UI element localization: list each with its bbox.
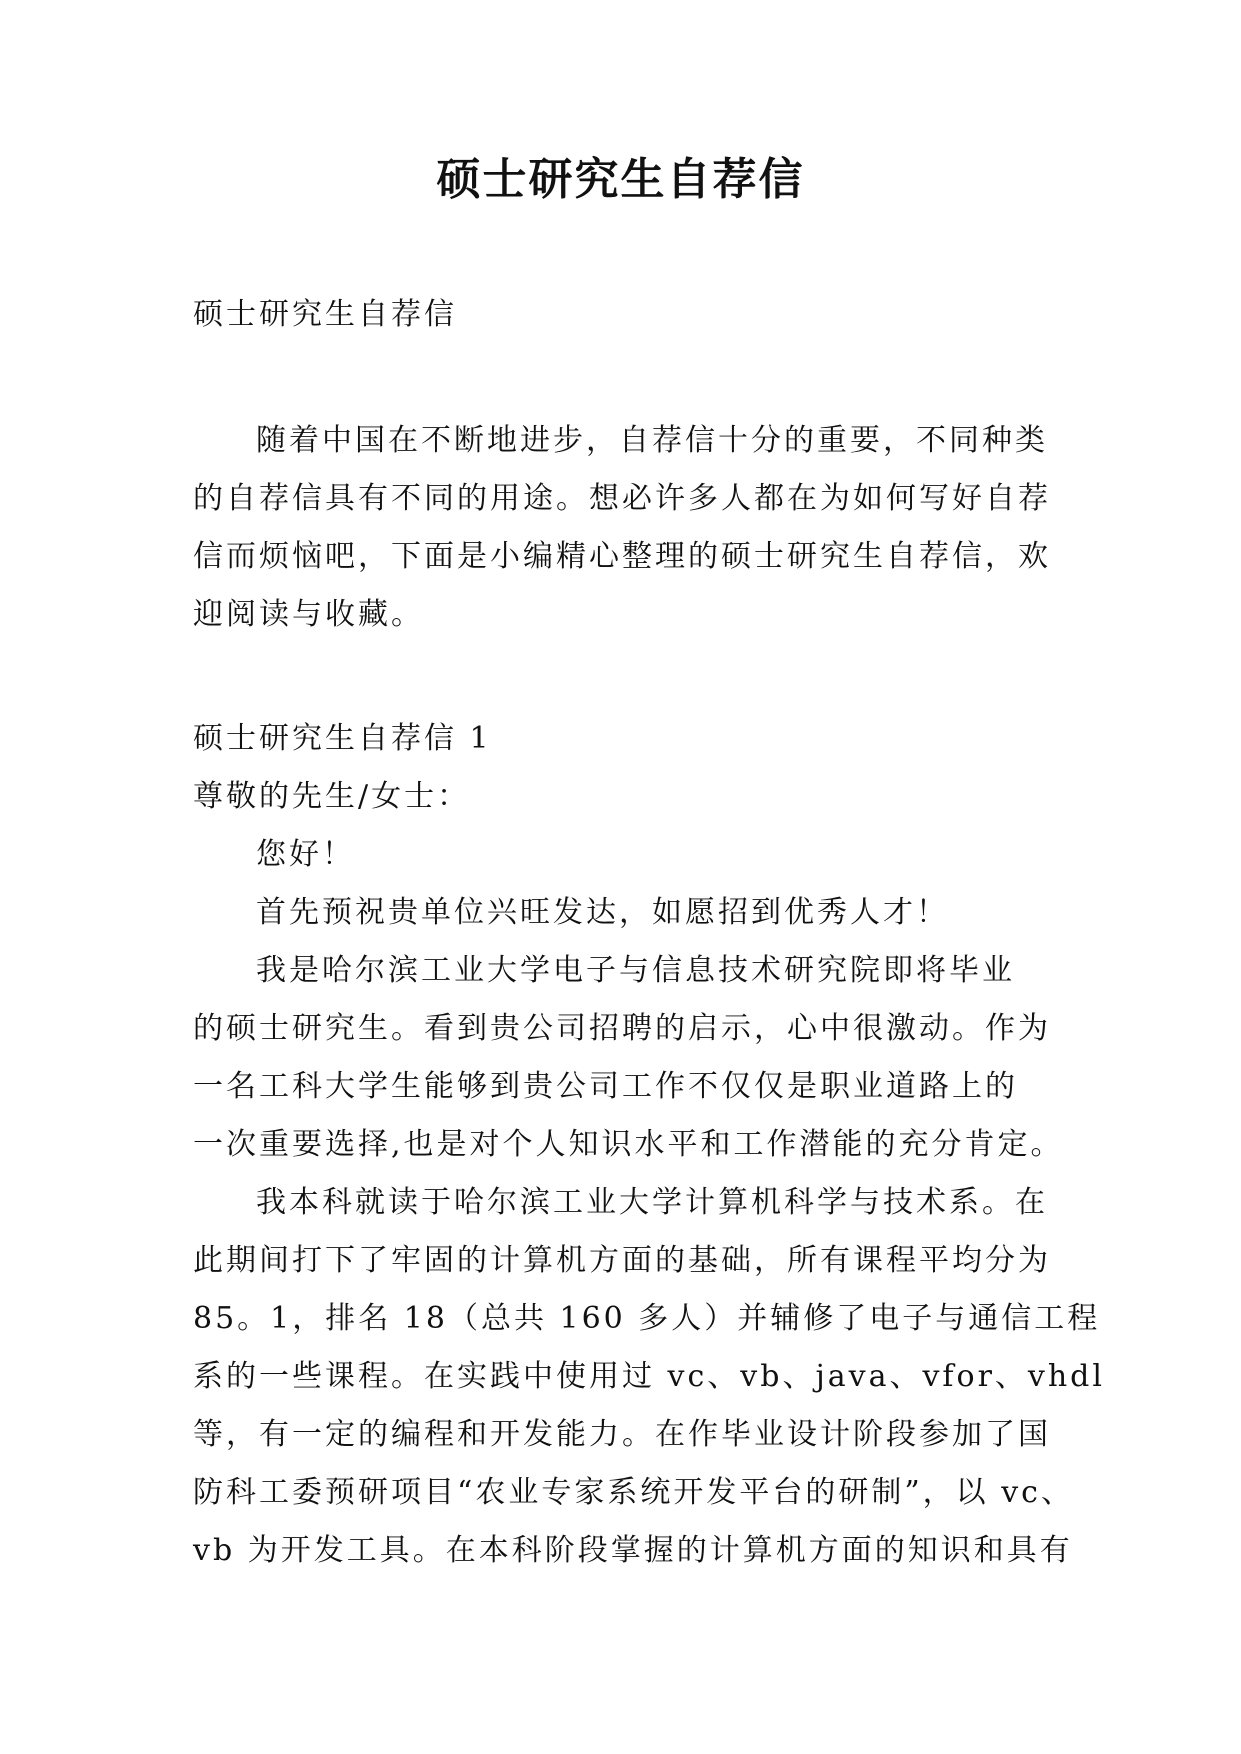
paragraph2-line-4: 系的一些课程。在实践中使用过 vc、vb、java、vfor、vhdl — [193, 1359, 1105, 1394]
paragraph2-line-5: 等，有一定的编程和开发能力。在作毕业设计阶段参加了国 — [193, 1417, 1051, 1452]
intro-line-3: 信而烦恼吧，下面是小编精心整理的硕士研究生自荐信，欢 — [193, 539, 1051, 574]
paragraph2-line-3: 85。1，排名 18（总共 160 多人）并辅修了电子与通信工程 — [193, 1301, 1101, 1336]
intro-line-2: 的自荐信具有不同的用途。想必许多人都在为如何写好自荐 — [193, 481, 1051, 516]
paragraph1-line-2: 的硕士研究生。看到贵公司招聘的启示，心中很激动。作为 — [193, 1011, 1051, 1046]
paragraph2-line-7: vb 为开发工具。在本科阶段掌握的计算机方面的知识和具有 — [193, 1533, 1073, 1568]
intro-line-1: 随着中国在不断地进步，自荐信十分的重要，不同种类 — [256, 423, 1048, 458]
wish-line: 首先预祝贵单位兴旺发达，如愿招到优秀人才！ — [256, 895, 949, 930]
paragraph2-line-2: 此期间打下了牢固的计算机方面的基础，所有课程平均分为 — [193, 1243, 1051, 1278]
paragraph1-line-3: 一名工科大学生能够到贵公司工作不仅仅是职业道路上的 — [193, 1069, 1018, 1104]
letter-heading: 硕士研究生自荐信 1 — [193, 721, 492, 756]
subtitle: 硕士研究生自荐信 — [193, 297, 457, 332]
paragraph1-line-1: 我是哈尔滨工业大学电子与信息技术研究院即将毕业 — [256, 953, 1015, 988]
intro-line-4: 迎阅读与收藏。 — [193, 597, 424, 632]
salutation: 尊敬的先生/女士： — [193, 779, 471, 814]
greeting: 您好！ — [256, 837, 355, 872]
paragraph1-line-4: 一次重要选择,也是对个人知识水平和工作潜能的充分肯定。 — [193, 1127, 1064, 1162]
paragraph2-line-6: 防科工委预研项目“农业专家系统开发平台的研制”，以 vc、 — [193, 1475, 1074, 1510]
paragraph2-line-1: 我本科就读于哈尔滨工业大学计算机科学与技术系。在 — [256, 1185, 1048, 1220]
document-title: 硕士研究生自荐信 — [436, 154, 805, 205]
